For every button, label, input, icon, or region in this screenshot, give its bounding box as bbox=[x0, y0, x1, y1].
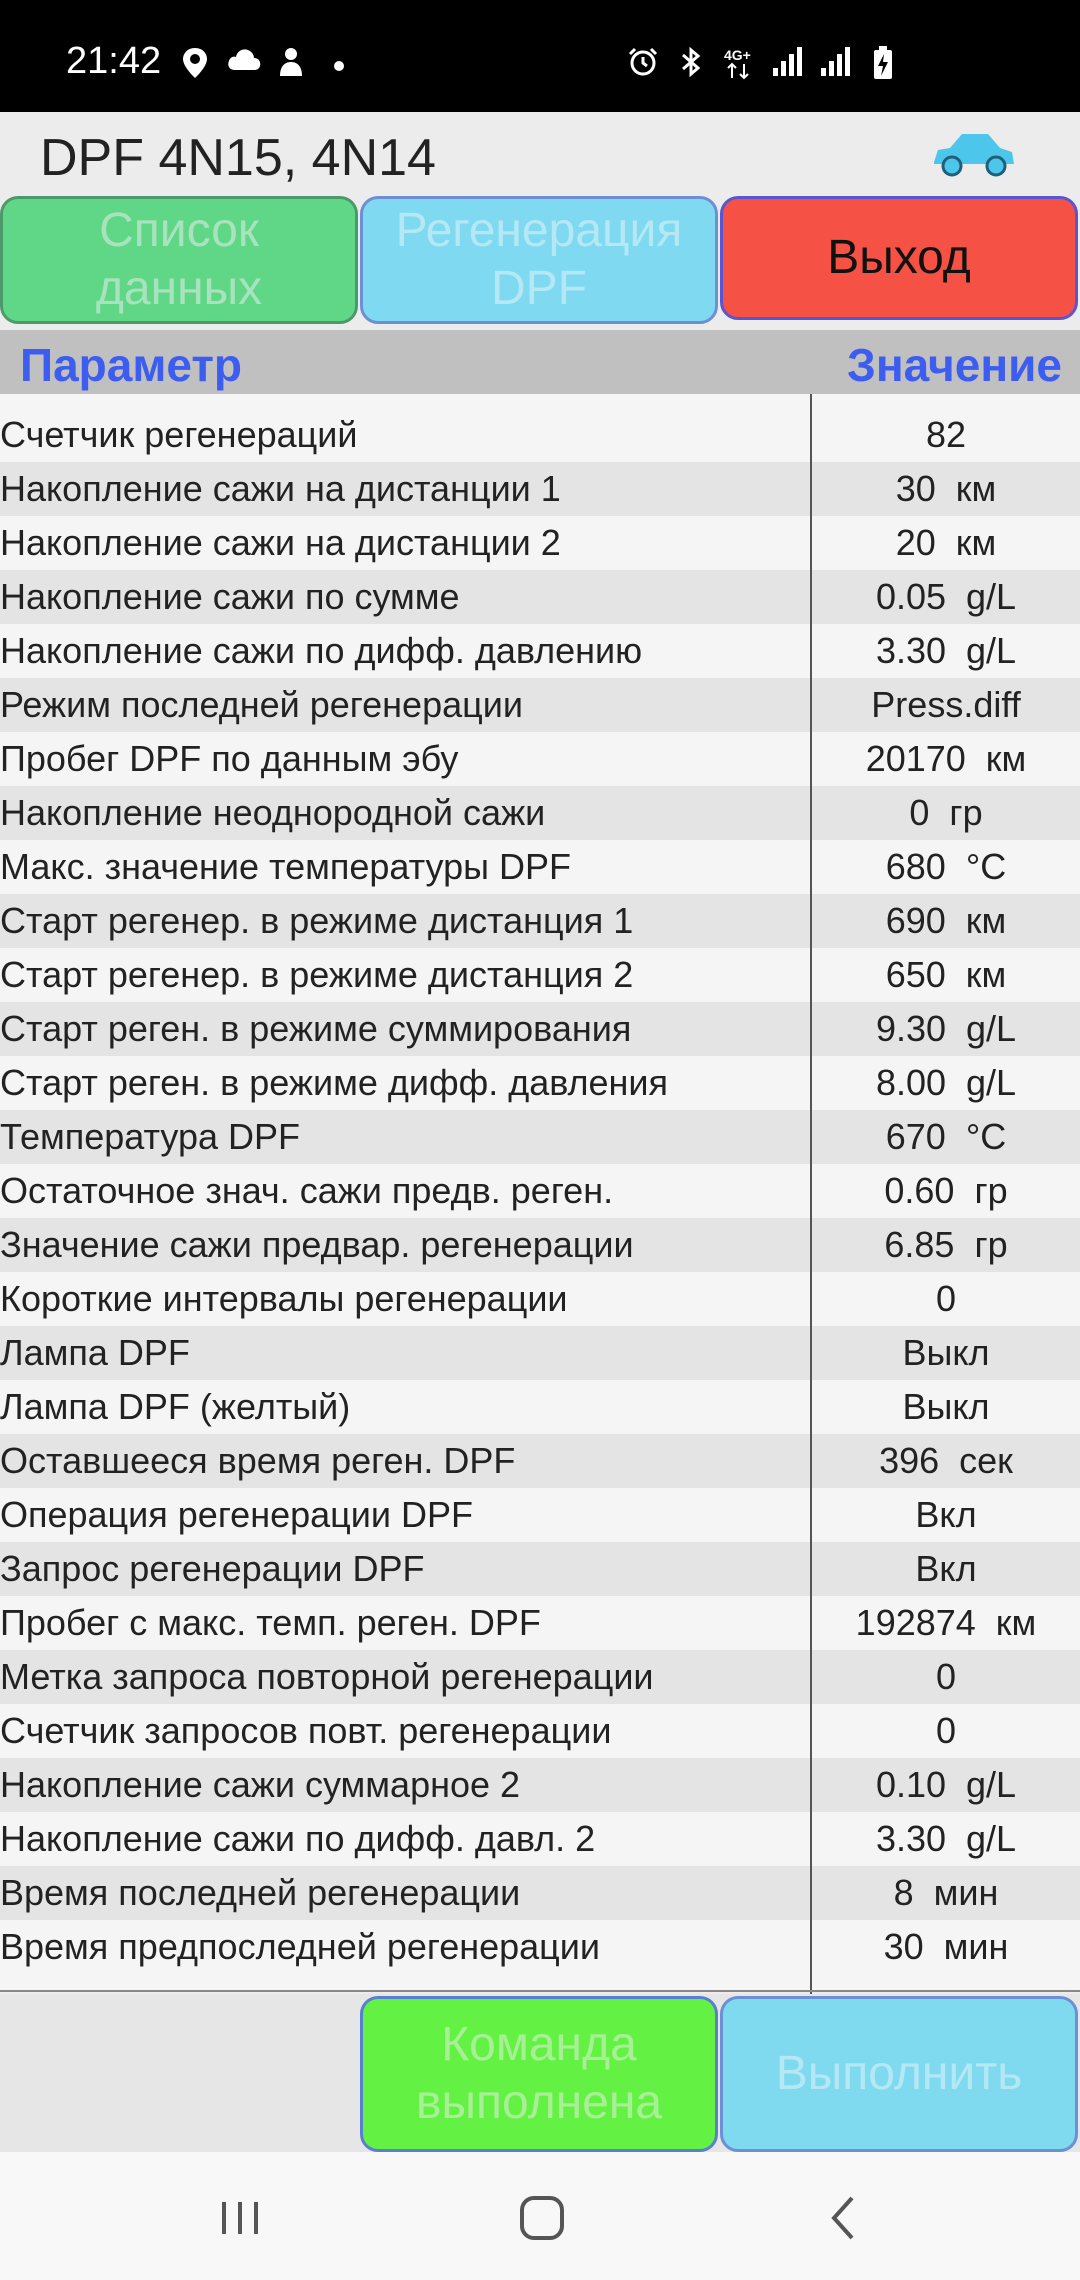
parameter-value: 0 bbox=[935, 1710, 957, 1751]
table-row[interactable] bbox=[0, 462, 1080, 516]
exit-button-label: Выход bbox=[827, 231, 971, 284]
signal-icon bbox=[770, 46, 804, 80]
table-row[interactable] bbox=[0, 786, 1080, 840]
dpf-regeneration-button-label: Регенерация DPF bbox=[395, 204, 683, 315]
table-row[interactable] bbox=[0, 1056, 1080, 1110]
table-row[interactable] bbox=[0, 1704, 1080, 1758]
table-row[interactable] bbox=[0, 1326, 1080, 1380]
parameter-name: Время предпоследней регенерации bbox=[0, 1926, 601, 1967]
parameter-value: Выкл bbox=[902, 1386, 990, 1427]
back-icon[interactable] bbox=[814, 2188, 874, 2248]
car-icon bbox=[928, 126, 1018, 182]
table-row[interactable] bbox=[0, 1488, 1080, 1542]
parameter-value: 3.30 g/L bbox=[875, 1818, 1017, 1859]
table-row[interactable] bbox=[0, 678, 1080, 732]
parameter-value: 30 мин bbox=[883, 1926, 1009, 1967]
parameter-name: Счетчик регенераций bbox=[0, 414, 358, 455]
4g-icon bbox=[722, 46, 756, 80]
execute-button[interactable] bbox=[720, 1996, 1078, 2152]
table-row[interactable] bbox=[0, 732, 1080, 786]
parameter-name: Режим последней регенерации bbox=[0, 684, 523, 725]
table-row[interactable] bbox=[0, 624, 1080, 678]
table-rows bbox=[0, 408, 1080, 1974]
status-time: 21:42 bbox=[66, 40, 162, 82]
parameter-name: Счетчик запросов повт. регенерации bbox=[0, 1710, 612, 1751]
parameter-value: 0 гр bbox=[909, 792, 983, 833]
data-list-button[interactable] bbox=[0, 196, 358, 324]
parameter-value: 8 мин bbox=[893, 1872, 999, 1913]
parameter-value: 20 км bbox=[895, 522, 997, 563]
table-row[interactable] bbox=[0, 1866, 1080, 1920]
table-bottom-divider bbox=[0, 1990, 1080, 1992]
parameter-value: 0.05 g/L bbox=[875, 576, 1017, 617]
parameter-name: Накопление сажи по дифф. давл. 2 bbox=[0, 1818, 596, 1859]
table-row[interactable] bbox=[0, 1002, 1080, 1056]
table-row[interactable] bbox=[0, 1920, 1080, 1974]
parameter-name: Накопление сажи на дистанции 2 bbox=[0, 522, 561, 563]
table-row[interactable] bbox=[0, 894, 1080, 948]
table-row[interactable] bbox=[0, 1812, 1080, 1866]
status-bar bbox=[0, 0, 1080, 112]
command-done-button-label: Команда выполнена bbox=[415, 2018, 663, 2129]
parameter-value: 20170 км bbox=[865, 738, 1027, 779]
column-header-parameter: Параметр bbox=[20, 339, 242, 391]
parameter-name: Короткие интервалы регенерации bbox=[0, 1278, 568, 1319]
top-button-bar bbox=[0, 196, 1080, 326]
parameter-name: Лампа DPF bbox=[0, 1332, 190, 1373]
parameter-name: Накопление сажи на дистанции 1 bbox=[0, 468, 561, 509]
bluetooth-icon bbox=[674, 46, 708, 80]
parameter-name: Температура DPF bbox=[0, 1116, 301, 1157]
parameter-name: Оставшееся время реген. DPF bbox=[0, 1440, 516, 1481]
parameter-value: 3.30 g/L bbox=[875, 630, 1017, 671]
app-header bbox=[0, 112, 1080, 196]
table-row[interactable] bbox=[0, 570, 1080, 624]
command-done-button[interactable] bbox=[360, 1996, 718, 2152]
table-row[interactable] bbox=[0, 408, 1080, 462]
parameter-name: Накопление сажи по дифф. давлению bbox=[0, 630, 643, 671]
exit-button[interactable] bbox=[720, 196, 1078, 320]
parameter-value: 396 сек bbox=[879, 1440, 1013, 1481]
table-row[interactable] bbox=[0, 1110, 1080, 1164]
parameter-value: 650 км bbox=[885, 954, 1007, 995]
parameter-name: Значение сажи предвар. регенерации bbox=[0, 1224, 634, 1265]
table-row[interactable] bbox=[0, 1542, 1080, 1596]
parameter-value: Выкл bbox=[902, 1332, 990, 1373]
parameter-value: 192874 км bbox=[855, 1602, 1037, 1643]
parameter-value: 680 °C bbox=[885, 846, 1007, 887]
home-icon[interactable] bbox=[512, 2188, 572, 2248]
parameter-name: Лампа DPF (желтый) bbox=[0, 1386, 351, 1427]
parameter-name: Метка запроса повторной регенерации bbox=[0, 1656, 654, 1697]
table-row[interactable] bbox=[0, 1218, 1080, 1272]
parameter-table[interactable] bbox=[0, 394, 1080, 1992]
dpf-regeneration-button[interactable] bbox=[360, 196, 718, 324]
parameter-name: Накопление сажи суммарное 2 bbox=[0, 1764, 521, 1805]
table-row[interactable] bbox=[0, 1380, 1080, 1434]
parameter-value: Press.diff bbox=[871, 684, 1021, 725]
signal-icon bbox=[818, 46, 852, 80]
parameter-value: 8.00 g/L bbox=[875, 1062, 1017, 1103]
parameter-value: 82 bbox=[925, 414, 967, 455]
parameter-name: Остаточное знач. сажи предв. реген. bbox=[0, 1170, 614, 1211]
status-icons-left bbox=[178, 46, 356, 80]
parameter-name: Старт регенер. в режиме дистанция 2 bbox=[0, 954, 634, 995]
recents-icon[interactable] bbox=[210, 2188, 270, 2248]
parameter-name: Время последней регенерации bbox=[0, 1872, 521, 1913]
parameter-name: Запрос регенерации DPF bbox=[0, 1548, 425, 1589]
data-list-button-label: Список данных bbox=[95, 204, 263, 315]
parameter-value: 670 °C bbox=[885, 1116, 1007, 1157]
table-row[interactable] bbox=[0, 1164, 1080, 1218]
parameter-value: 0 bbox=[935, 1278, 957, 1319]
page-title: DPF 4N15, 4N14 bbox=[40, 129, 436, 187]
cloud-icon bbox=[226, 46, 260, 80]
parameter-value: Вкл bbox=[915, 1494, 977, 1535]
parameter-name: Старт реген. в режиме суммирования bbox=[0, 1008, 632, 1049]
parameter-value: 690 км bbox=[885, 900, 1007, 941]
table-row[interactable] bbox=[0, 1758, 1080, 1812]
column-divider bbox=[810, 394, 812, 2024]
parameter-value: Вкл bbox=[915, 1548, 977, 1589]
svg-text:4G+: 4G+ bbox=[724, 47, 751, 63]
status-icons-right bbox=[626, 46, 900, 80]
parameter-name: Операция регенерации DPF bbox=[0, 1494, 473, 1535]
parameter-name: Макс. значение температуры DPF bbox=[0, 846, 571, 887]
dot-icon bbox=[322, 46, 356, 80]
column-header-value: Значение bbox=[847, 339, 1062, 391]
table-row[interactable] bbox=[0, 516, 1080, 570]
parameter-name: Пробег DPF по данным эбу bbox=[0, 738, 459, 779]
parameter-value: 0.60 гр bbox=[884, 1170, 1008, 1211]
parameter-name: Старт регенер. в режиме дистанция 1 bbox=[0, 900, 634, 941]
parameter-value: 9.30 g/L bbox=[875, 1008, 1017, 1049]
parameter-value: 0.10 g/L bbox=[875, 1764, 1017, 1805]
bottom-button-bar bbox=[0, 1994, 1080, 2152]
parameter-name: Накопление сажи по сумме bbox=[0, 576, 460, 617]
table-row[interactable] bbox=[0, 1272, 1080, 1326]
table-row[interactable] bbox=[0, 948, 1080, 1002]
table-row[interactable] bbox=[0, 840, 1080, 894]
alarm-icon bbox=[626, 46, 660, 80]
parameter-value: 30 км bbox=[895, 468, 997, 509]
table-header bbox=[0, 330, 1080, 394]
parameter-name: Накопление неоднородной сажи bbox=[0, 792, 546, 833]
table-row[interactable] bbox=[0, 1650, 1080, 1704]
navigation-bar bbox=[0, 2152, 1080, 2280]
parameter-name: Пробег с макс. темп. реген. DPF bbox=[0, 1602, 541, 1643]
parameter-name: Старт реген. в режиме дифф. давления bbox=[0, 1062, 669, 1103]
parameter-value: 6.85 гр bbox=[884, 1224, 1008, 1265]
location-icon bbox=[178, 46, 212, 80]
notification-icon bbox=[274, 46, 308, 80]
parameter-value: 0 bbox=[935, 1656, 957, 1697]
table-row[interactable] bbox=[0, 1434, 1080, 1488]
battery-charging-icon bbox=[866, 46, 900, 80]
execute-button-label: Выполнить bbox=[775, 2047, 1023, 2100]
table-row[interactable] bbox=[0, 1596, 1080, 1650]
